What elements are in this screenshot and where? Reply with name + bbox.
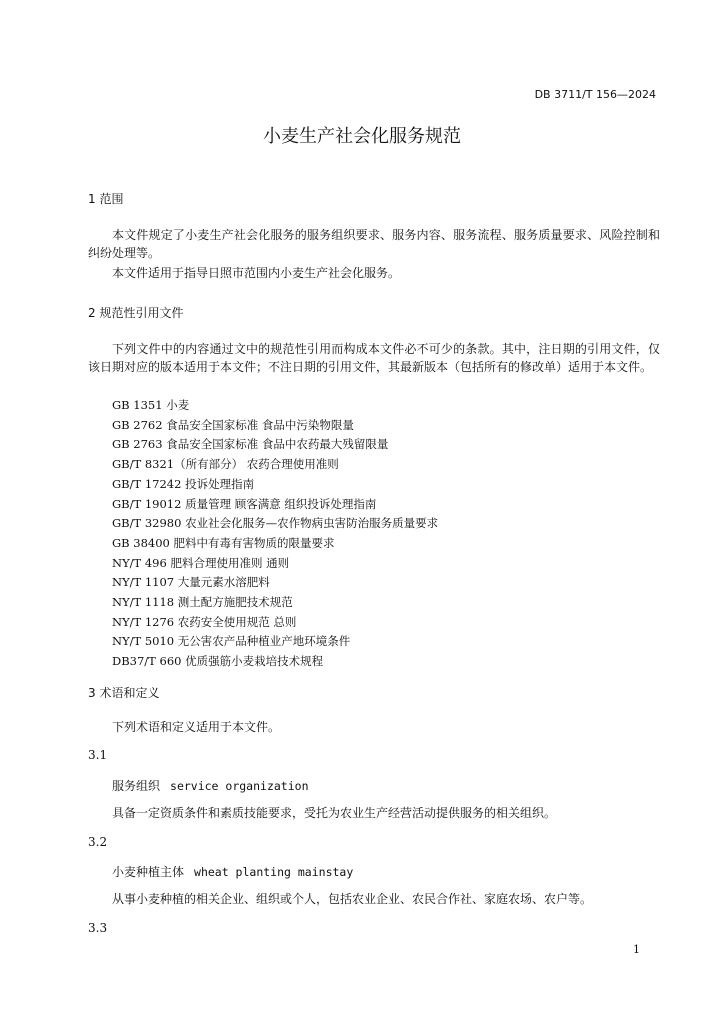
reference-item: GB 1351 小麦	[112, 398, 190, 412]
terms-intro: 下列术语和定义适用于本文件。	[112, 720, 281, 734]
reference-item: GB/T 19012 质量管理 顾客满意 组织投诉处理指南	[112, 496, 377, 511]
section-2-paragraph	[88, 340, 660, 376]
term-title	[112, 863, 353, 880]
reference-list	[112, 396, 438, 672]
reference-item: NY/T 496 肥料合理使用准则 通则	[112, 555, 290, 570]
term-number: 3.2	[88, 835, 108, 849]
section-1-heading: 1 范围	[88, 192, 124, 206]
section-3-heading: 3 术语和定义	[88, 686, 160, 700]
document-code: DB 3711/T 156—2024	[534, 88, 656, 101]
reference-item: NY/T 1276 农药安全使用规范 总则	[112, 614, 297, 629]
reference-item: DB37/T 660 优质强筋小麦栽培技术规程	[112, 654, 324, 669]
section-1-paragraph-1	[88, 226, 660, 262]
term-definition: 从事小麦种植的相关企业、组织或个人，包括农业企业、农民合作社、家庭农场、农户等。	[112, 892, 593, 906]
reference-item: GB/T 17242 投诉处理指南	[112, 476, 255, 491]
term-number: 3.3	[88, 921, 108, 935]
reference-item: GB 38400 肥料中有毒有害物质的限量要求	[112, 535, 335, 550]
reference-item: GB 2762 食品安全国家标准 食品中污染物限量	[112, 417, 354, 432]
reference-item: NY/T 1107 大量元素水溶肥料	[112, 575, 270, 590]
document-title: 小麦生产社会化服务规范	[263, 126, 461, 147]
term-zh: 服务组织	[112, 779, 161, 793]
term-en: service organization	[170, 779, 309, 793]
term-definition: 具备一定资质条件和素质技能要求，受托为农业生产经营活动提供服务的相关组织。	[112, 806, 557, 820]
section-1-paragraph-2	[88, 264, 660, 282]
reference-item: GB 2763 食品安全国家标准 食品中农药最大残留限量	[112, 437, 389, 452]
page-number: 1	[633, 943, 640, 956]
reference-item: NY/T 5010 无公害农产品种植业产地环境条件	[112, 634, 351, 649]
section-2-heading: 2 规范性引用文件	[88, 306, 184, 320]
term-zh: 小麦种植主体	[112, 865, 185, 879]
reference-item: GB/T 32980 农业社会化服务—农作物病虫害防治服务质量要求	[112, 516, 439, 531]
term-number: 3.1	[88, 748, 108, 762]
reference-item: NY/T 1118 测土配方施肥技术规范	[112, 595, 293, 610]
normative-intro-text: 下列文件中的内容通过文中的规范性引用而构成本文件必不可少的条款。其中，注日期的引用文件，仅该日期对应的版本适用于本文件；不注日期的引用文件，其最新版本（包括所有的修改单）适用于本文件。	[88, 342, 660, 374]
scope-text-1: 本文件规定了小麦生产社会化服务的服务组织要求、服务内容、服务流程、服务质量要求、风险控制和纠纷处理等。	[88, 228, 660, 260]
reference-item: GB/T 8321（所有部分） 农药合理使用准则	[112, 457, 339, 472]
scope-text-2: 本文件适用于指导日照市范围内小麦生产社会化服务。	[112, 266, 401, 280]
term-title	[112, 777, 309, 794]
term-en: wheat planting mainstay	[194, 865, 354, 879]
